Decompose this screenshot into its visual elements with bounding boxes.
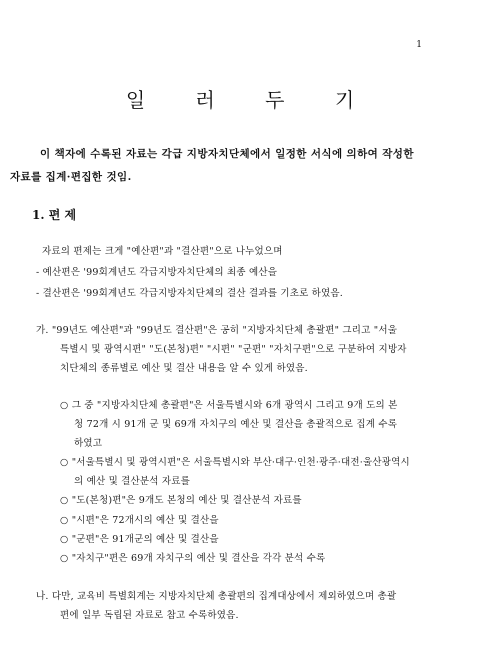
body-line-5: 특별시 및 광역시편" "도(본청)편" "시편" "군편" "자치구편"으로 구분하여 지방자 xyxy=(60,344,407,355)
body-line-9: 하였고 xyxy=(74,438,103,449)
body-line-16: 나. 다만, 교육비 특별회계는 지방자치단체 총괄편의 집계대상에서 제외하였으며 총괄 xyxy=(36,591,397,602)
body-line-11: 의 예산 및 결산분석 자료를 xyxy=(74,476,191,487)
body-line-1: 자료의 편제는 크게 "예산편"과 "결산편"으로 나누었으며 xyxy=(42,246,283,257)
body-line-10: ○ "서울특별시 및 광역시편"은 서울특별시와 부산·대구·인천·광주·대전·울산광역시 xyxy=(60,457,410,468)
body-line-14: ○ "군편"은 91개군의 예산 및 결산을 xyxy=(60,534,219,545)
body-line-7: ○ 그 중 "지방자치단체 총괄편"은 서울특별시와 6개 광역시 그리고 9개 도의 본 xyxy=(60,400,398,411)
body-line-12: ○ "도(본청)편"은 9개도 본청의 예산 및 결산분석 자료를 xyxy=(60,495,302,506)
page-title: 일 러 두 기 xyxy=(125,88,377,112)
body-line-2: - 예산편은 '99회계년도 각급지방자치단체의 최종 예산을 xyxy=(36,267,278,278)
intro-line-1: 이 책자에 수록된 자료는 각급 지방자치단체에서 일정한 서식에 의하여 작성한 xyxy=(40,148,414,160)
page-number: 1 xyxy=(416,40,422,50)
body-line-3: - 결산편은 '99회계년도 각급지방자치단체의 결산 결과를 기초로 하였음. xyxy=(36,288,344,299)
body-line-4: 가. "99년도 예산편"과 "99년도 결산편"은 공히 "지방자치단체 총괄편" 그리고 "서울 xyxy=(36,325,398,336)
body-line-6: 치단체의 종류별로 예산 및 결산 내용을 알 수 있게 하였음. xyxy=(60,363,308,374)
body-line-8: 청 72개 시 91개 군 및 69개 자치구의 예산 및 결산을 총괄적으로 집계 수록 xyxy=(74,419,398,430)
body-line-17: 편에 일부 독립된 자료로 참고 수록하였음. xyxy=(60,610,239,621)
body-line-13: ○ "시편"은 72개시의 예산 및 결산을 xyxy=(60,515,219,526)
intro-line-2: 자료를 집계·편집한 것임. xyxy=(10,171,132,183)
section-heading: 1. 편 제 xyxy=(32,208,77,222)
body-line-15: ○ "자치구"편은 69개 자치구의 예산 및 결산을 각각 분석 수록 xyxy=(60,553,326,564)
